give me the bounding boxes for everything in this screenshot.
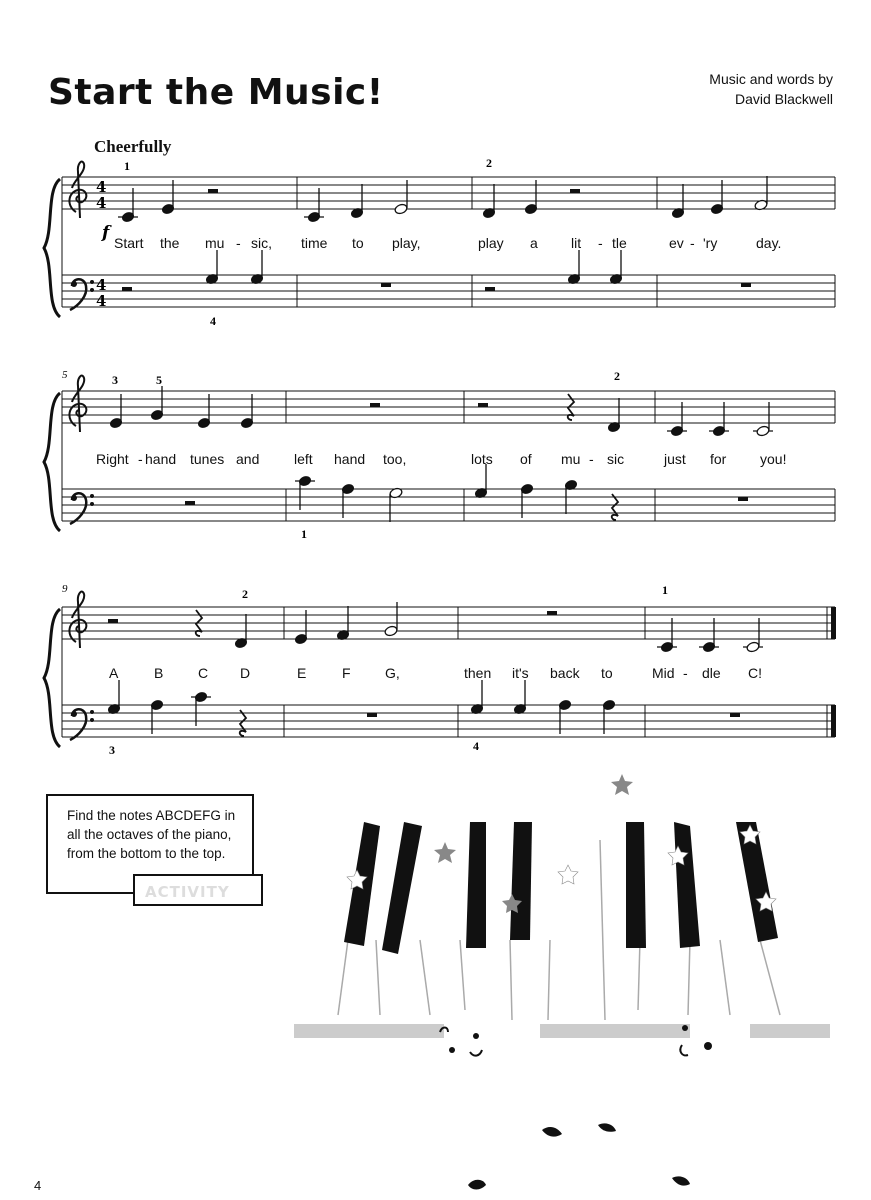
bar-number: 5 [62,369,68,381]
lyric: G, [385,665,400,681]
page-number: 4 [34,1178,42,1193]
system-2 [44,369,835,541]
time-sig-bottom-bass: 4 [96,292,107,310]
lyric: - [683,665,688,681]
treble-clef-icon [69,162,86,218]
lyric: dle [702,665,721,681]
lyric: sic [607,451,625,467]
lyric: left [294,451,313,467]
lyric: then [464,665,492,681]
credit-line-2: David Blackwell [734,91,833,107]
dynamic-forte: f [102,223,110,243]
lyric: to [601,665,613,681]
fingering: 2 [242,587,248,601]
activity-text: Find the notes ABCDEFG in all the octaves of the piano, from the bottom to the top. [67,808,236,861]
treble-clef-icon [69,592,86,648]
system-1 [44,156,835,328]
lyric: just [664,451,686,467]
lyric: time [301,235,328,251]
lyric: back [550,665,580,681]
page-title: Start the Music! [48,72,384,113]
lyric: the [160,235,180,251]
lyric: mu [561,451,581,467]
lyric: play, [392,235,421,251]
lyric: - [589,451,594,467]
lyric: to [352,235,364,251]
lyric: B [154,665,164,681]
lyric: lit [571,235,582,251]
sparkle-star-icons [434,774,633,913]
time-sig-top: 4 [96,178,107,196]
lyric: - [138,451,143,467]
piano-keys-illustration [280,770,840,1200]
lyric: and [236,451,260,467]
lyric: tle [612,235,627,251]
lyric: - [236,235,241,251]
keyboard-floor [294,1024,830,1038]
treble-clef-icon [69,376,86,432]
bass-clef-icon [70,279,94,310]
lyric: hand [334,451,366,467]
lyric: sic, [251,235,272,251]
lyric: too, [383,451,407,467]
lyric: E [297,665,307,681]
lyric: C! [748,665,762,681]
credit-line-1: Music and words by [709,71,833,87]
lyric: 'ry [703,235,718,251]
fingering: 3 [112,373,118,387]
lyric: of [520,451,532,467]
lyric: day. [756,235,782,251]
system-3 [44,583,836,757]
lyric: Mid [652,665,675,681]
time-sig-top-bass: 4 [96,276,107,294]
lyric: you! [760,451,787,467]
lyric: A [109,665,119,681]
fingering: 4 [210,314,216,328]
lyric: play [478,235,504,251]
bass-clef-icon [70,493,94,524]
lyric: hand [145,451,177,467]
fingering: 2 [614,369,620,383]
lyric: - [598,235,603,251]
lyric: Start [114,235,144,251]
fingering: 4 [473,739,479,753]
fingering: 1 [301,527,307,541]
fingering: 3 [109,743,115,757]
activity-label: ACTIVITY [133,874,263,906]
fingering: 1 [662,583,668,597]
lyric: it's [512,665,529,681]
tempo-marking: Cheerfully [94,137,172,156]
lyric: a [530,235,538,251]
lyric: C [198,665,209,681]
lyric: ev [669,235,684,251]
fingering: 5 [156,373,162,387]
feet-icons [468,1123,690,1189]
face-left-icon [440,1028,482,1056]
lyric: for [710,451,727,467]
lyric: F [342,665,351,681]
bar-number: 9 [62,583,68,595]
bass-clef-icon [70,709,94,740]
lyric: tunes [190,451,225,467]
lyric: Right [96,451,129,467]
time-sig-bottom: 4 [96,194,107,212]
lyric: mu [205,235,225,251]
lyric: - [690,235,695,251]
lyric: lots [471,451,493,467]
black-keys [344,822,778,954]
face-right-icon [680,1025,712,1055]
fingering: 2 [486,156,492,170]
fingering: 1 [124,159,130,173]
lyric: D [240,665,251,681]
